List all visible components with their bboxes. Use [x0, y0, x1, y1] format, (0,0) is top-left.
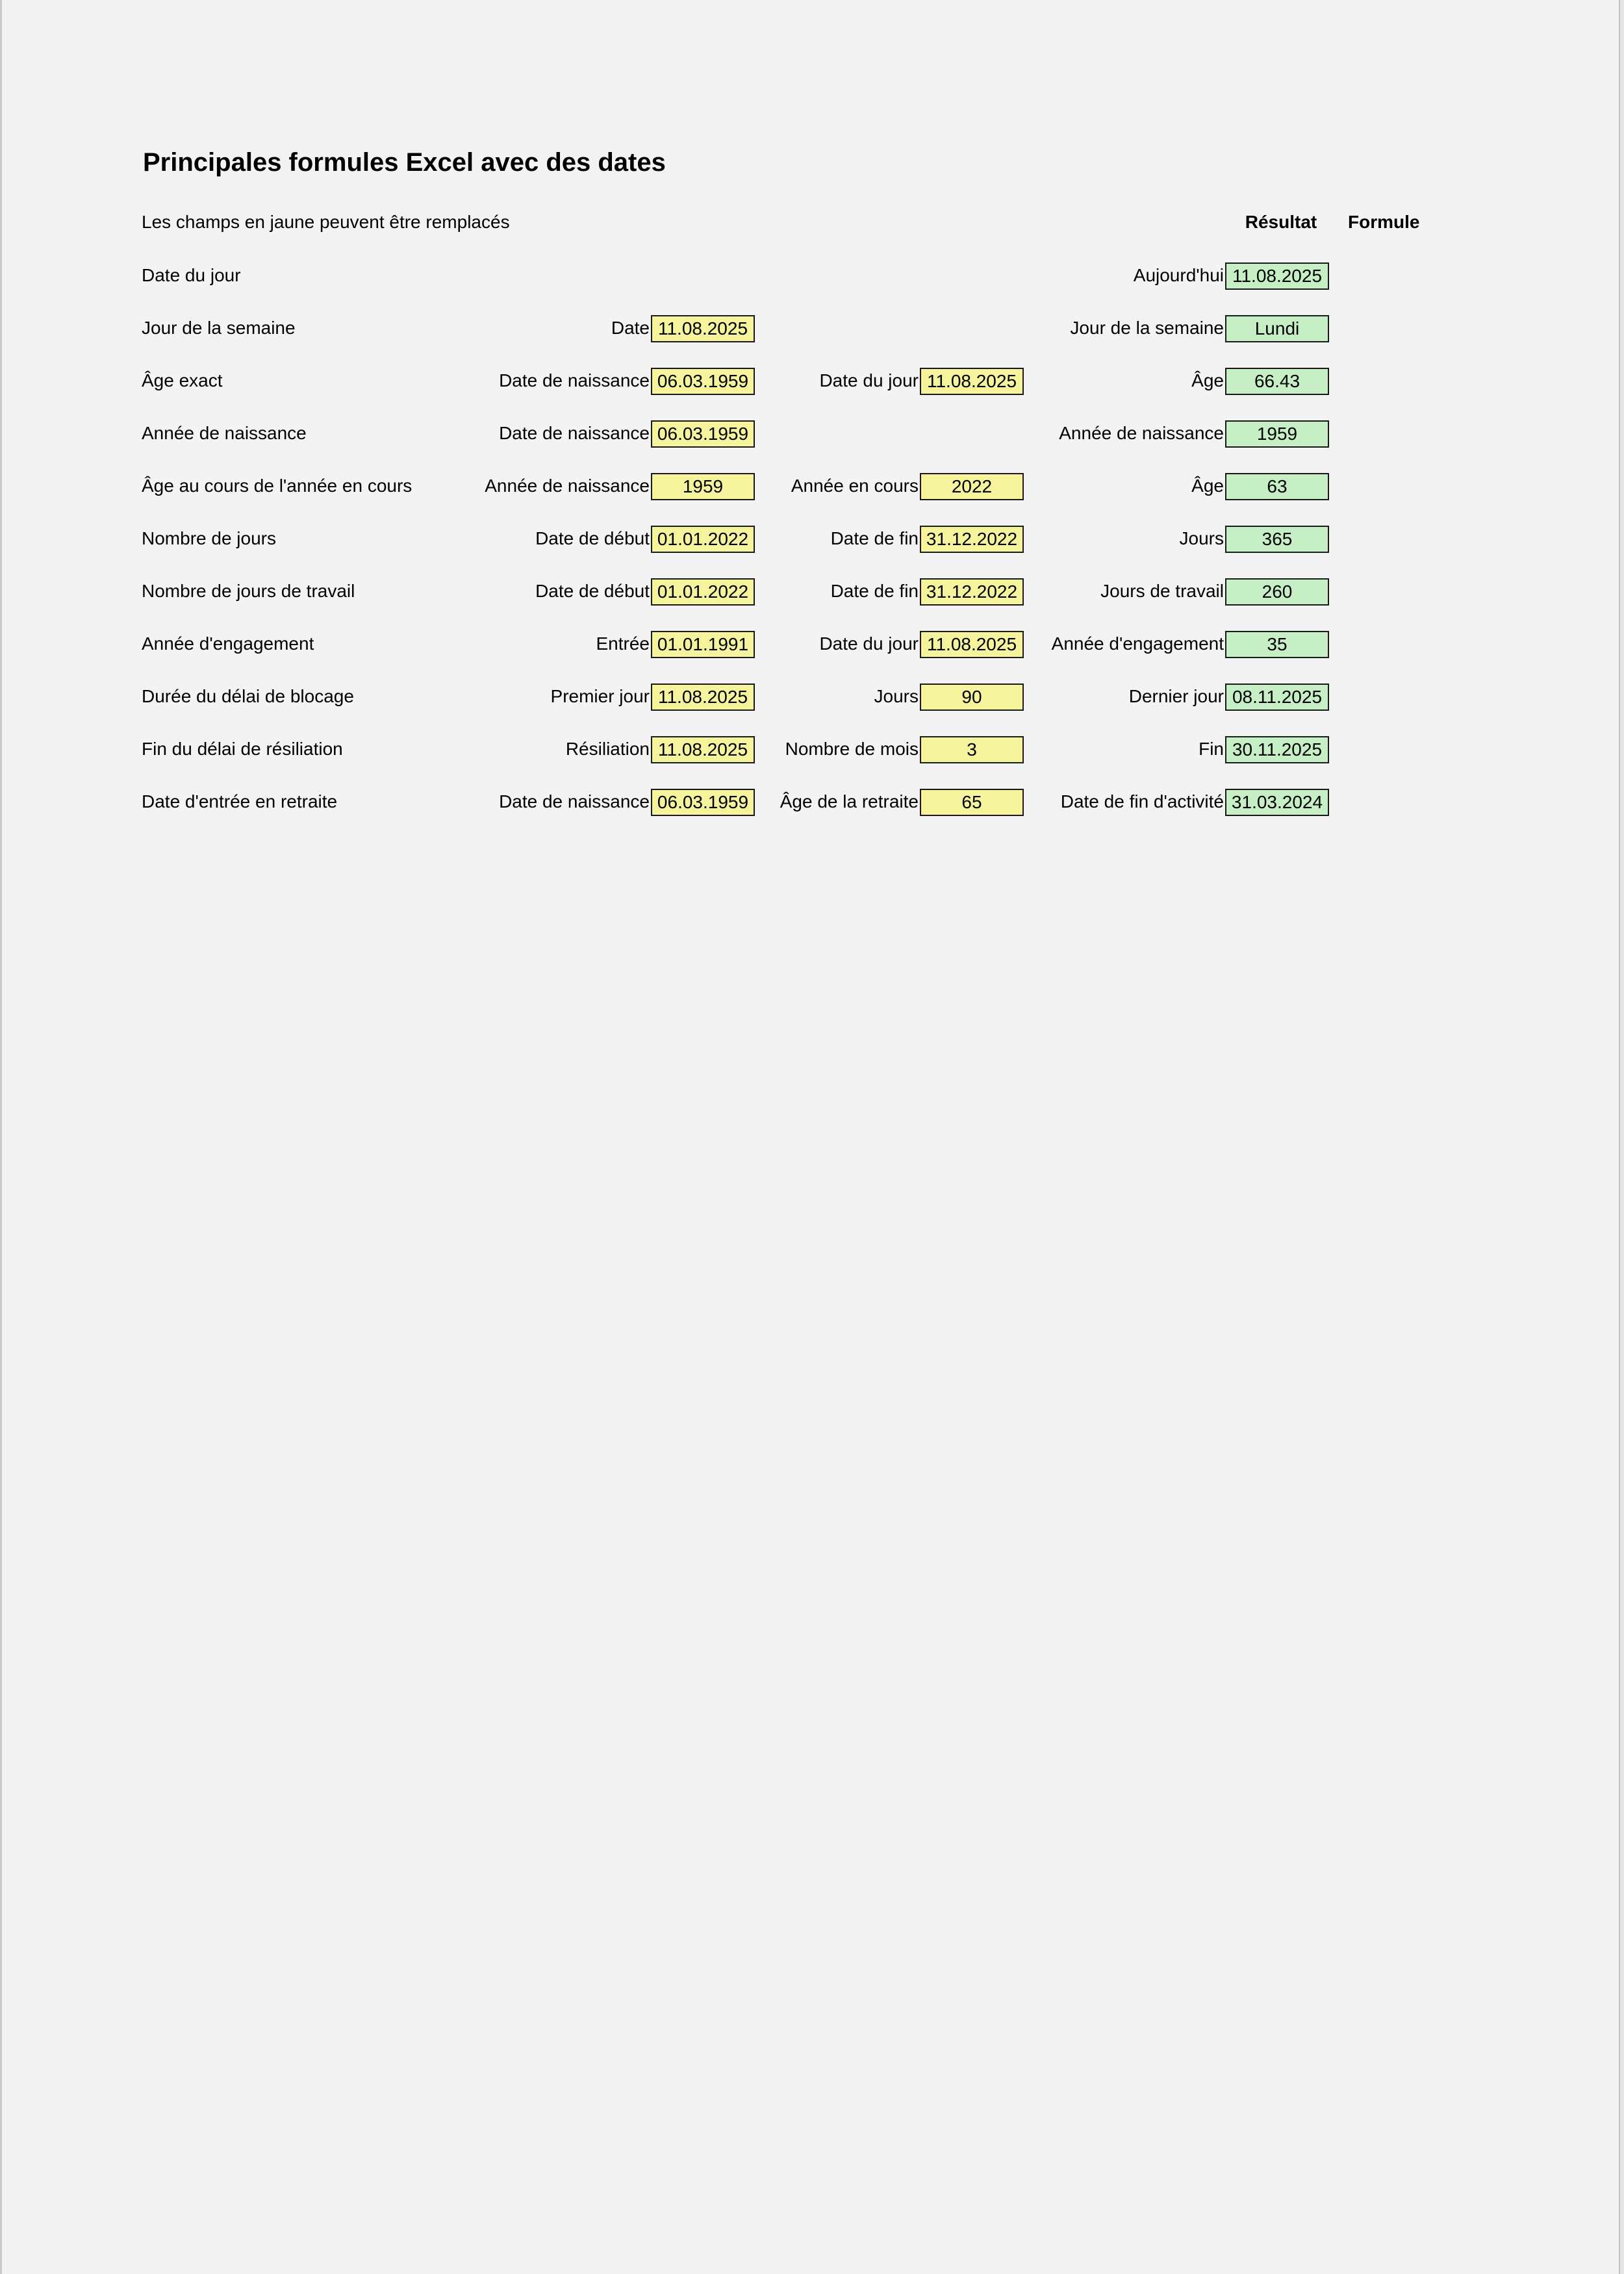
- result-cell[interactable]: 260: [1225, 578, 1329, 606]
- input-2-cell[interactable]: 2022: [920, 473, 1024, 500]
- formula-column-header: Formule: [1348, 212, 1420, 232]
- input-1-cell[interactable]: 11.08.2025: [651, 683, 755, 711]
- result-column-header: Résultat: [1245, 212, 1317, 232]
- formula-row-delai-blocage: [0, 683, 1618, 712]
- row-label: Fin du délai de résiliation: [142, 739, 343, 759]
- row-label: Année d'engagement: [142, 633, 314, 654]
- result-cell[interactable]: Lundi: [1225, 315, 1329, 342]
- input-1-label: Date: [611, 318, 650, 338]
- row-label: Nombre de jours de travail: [142, 581, 355, 601]
- input-1-cell[interactable]: 01.01.1991: [651, 631, 755, 658]
- input-1-cell[interactable]: 01.01.2022: [651, 526, 755, 553]
- result-cell[interactable]: 11.08.2025: [1225, 262, 1329, 290]
- input-1-cell[interactable]: 1959: [651, 473, 755, 500]
- row-label: Nombre de jours: [142, 528, 276, 548]
- page-title: Principales formules Excel avec des dates: [143, 148, 666, 177]
- input-1-label: Date de naissance: [499, 423, 650, 443]
- input-2-cell[interactable]: 31.12.2022: [920, 526, 1024, 553]
- input-1-label: Année de naissance: [485, 476, 650, 496]
- result-cell[interactable]: 66.43: [1225, 368, 1329, 395]
- formula-row-annee-engagement: [0, 631, 1618, 659]
- row-label: Année de naissance: [142, 423, 307, 443]
- input-2-cell[interactable]: 11.08.2025: [920, 631, 1024, 658]
- row-label: Âge au cours de l'année en cours: [142, 476, 412, 496]
- input-1-label: Date de début: [535, 528, 650, 548]
- input-1-cell[interactable]: 01.01.2022: [651, 578, 755, 606]
- input-2-label: Jours: [874, 686, 919, 706]
- input-1-label: Date de naissance: [499, 791, 650, 811]
- input-2-cell[interactable]: 11.08.2025: [920, 368, 1024, 395]
- formula-row-delai-resiliation: [0, 736, 1618, 765]
- formula-row-nombre-jours: [0, 526, 1618, 554]
- input-2-cell[interactable]: 31.12.2022: [920, 578, 1024, 606]
- formula-row-age-annee-en-cours: [0, 473, 1618, 502]
- input-1-label: Entrée: [596, 633, 650, 654]
- formula-row-jours-travail: [0, 578, 1618, 607]
- input-1-cell[interactable]: 06.03.1959: [651, 420, 755, 448]
- formula-row-date-du-jour: [0, 262, 1618, 291]
- input-2-label: Date du jour: [819, 633, 919, 654]
- result-label: Aujourd'hui: [1133, 265, 1224, 285]
- result-cell[interactable]: 30.11.2025: [1225, 736, 1329, 763]
- result-cell[interactable]: 1959: [1225, 420, 1329, 448]
- formula-row-annee-naissance: [0, 420, 1618, 449]
- result-cell[interactable]: 31.03.2024: [1225, 789, 1329, 816]
- input-2-label: Date de fin: [830, 581, 919, 601]
- result-label: Jour de la semaine: [1070, 318, 1224, 338]
- input-2-label: Date de fin: [830, 528, 919, 548]
- result-label: Jours de travail: [1100, 581, 1224, 601]
- input-1-label: Date de naissance: [499, 370, 650, 390]
- input-1-cell[interactable]: 06.03.1959: [651, 368, 755, 395]
- formula-row-age-exact: [0, 368, 1618, 396]
- result-cell[interactable]: 365: [1225, 526, 1329, 553]
- result-cell[interactable]: 63: [1225, 473, 1329, 500]
- result-cell[interactable]: 08.11.2025: [1225, 683, 1329, 711]
- input-2-label: Année en cours: [791, 476, 919, 496]
- result-label: Âge: [1191, 370, 1224, 390]
- input-2-cell[interactable]: 90: [920, 683, 1024, 711]
- result-label: Dernier jour: [1128, 686, 1224, 706]
- result-label: Âge: [1191, 476, 1224, 496]
- input-1-cell[interactable]: 06.03.1959: [651, 789, 755, 816]
- input-2-label: Âge de la retraite: [780, 791, 919, 811]
- input-1-label: Résiliation: [565, 739, 650, 759]
- result-label: Année de naissance: [1059, 423, 1224, 443]
- input-1-label: Premier jour: [550, 686, 650, 706]
- input-2-cell[interactable]: 3: [920, 736, 1024, 763]
- formula-row-retraite: [0, 789, 1618, 817]
- result-label: Jours: [1179, 528, 1224, 548]
- row-label: Âge exact: [142, 370, 223, 390]
- input-2-label: Date du jour: [819, 370, 919, 390]
- result-cell[interactable]: 35: [1225, 631, 1329, 658]
- result-label: Fin: [1199, 739, 1224, 759]
- row-label: Date du jour: [142, 265, 241, 285]
- input-1-label: Date de début: [535, 581, 650, 601]
- input-2-cell[interactable]: 65: [920, 789, 1024, 816]
- input-1-cell[interactable]: 11.08.2025: [651, 315, 755, 342]
- row-label: Jour de la semaine: [142, 318, 296, 338]
- input-2-label: Nombre de mois: [785, 739, 919, 759]
- input-1-cell[interactable]: 11.08.2025: [651, 736, 755, 763]
- formula-row-jour-semaine: [0, 315, 1618, 344]
- row-label: Durée du délai de blocage: [142, 686, 354, 706]
- instructions-text: Les champs en jaune peuvent être remplacés: [142, 212, 510, 232]
- result-label: Année d'engagement: [1051, 633, 1224, 654]
- result-label: Date de fin d'activité: [1060, 791, 1224, 811]
- row-label: Date d'entrée en retraite: [142, 791, 338, 811]
- sheet-right-border: [1619, 0, 1624, 2274]
